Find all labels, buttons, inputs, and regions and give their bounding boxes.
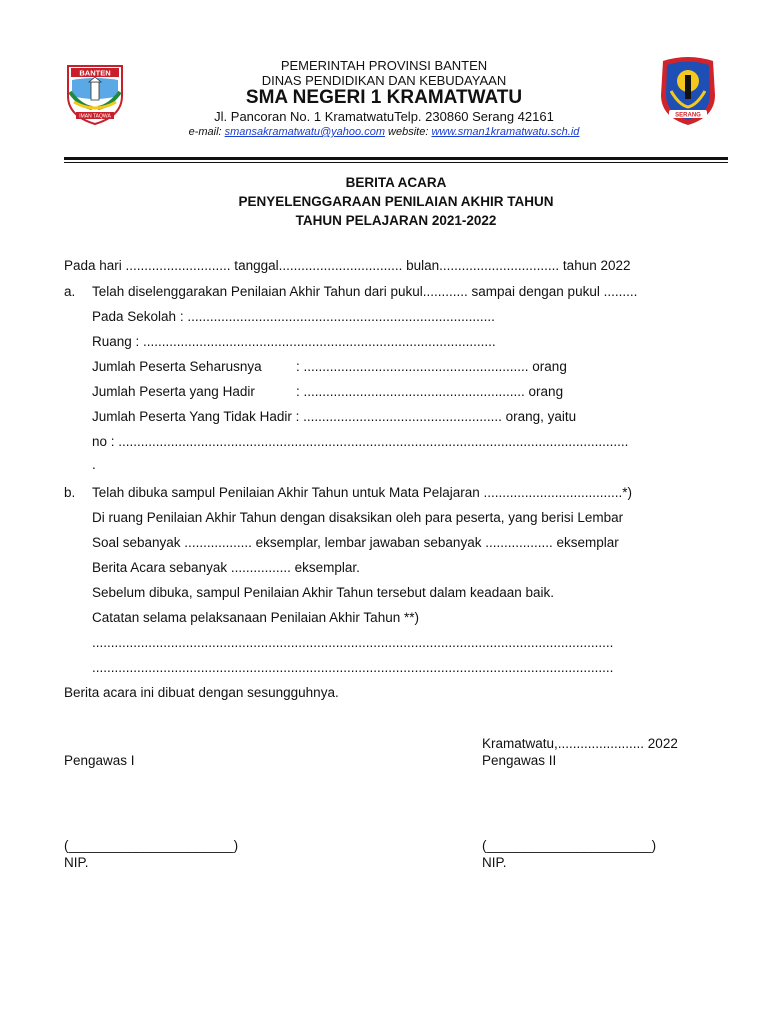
header-address: Jl. Pancoran No. 1 KramatwatuTelp. 230860 Serang 42161 [214, 109, 554, 124]
supervisor-1-role: Pengawas I [64, 753, 135, 768]
section-a-line1: Telah diselenggarakan Penilaian Akhir Tahun dari pukul............ sampai dengan pukul ......... [92, 284, 638, 299]
document-year: TAHUN PELAJARAN 2021-2022 [295, 213, 497, 228]
notes-dotted-line-1: ........................................................................................................................................... [92, 635, 614, 650]
supervisor-2-nip: NIP. [482, 855, 507, 870]
section-b-line5: Sebelum dibuka, sampul Penilaian Akhir Tahun tersebut dalam keadaan baik. [92, 585, 555, 600]
section-a-present-label: Jumlah Peserta yang Hadir [92, 384, 255, 399]
supervisor-2-role: Pengawas II [482, 753, 557, 768]
website-label: website: [388, 126, 429, 138]
intro-line: Pada hari ............................ tanggal................................. bulan................................ tahun 2022 [64, 258, 631, 273]
section-a-expected-value: : ............................................................ orang [296, 359, 567, 374]
section-b-marker: b. [64, 485, 76, 500]
logo-right-label: SERANG [675, 112, 701, 119]
section-a-dot: . [92, 457, 96, 472]
section-b-line6: Catatan selama pelaksanaan Penilaian Akhir Tahun **) [92, 610, 419, 625]
header-agency: DINAS PENDIDIKAN DAN KEBUDAYAAN [261, 73, 507, 88]
email-link[interactable]: smansakramatwatu@yahoo.com [224, 126, 385, 138]
logo-left-motto: IMAN TAQWA [79, 113, 111, 120]
closing-statement: Berita acara ini dibuat dengan sesungguhnya. [64, 685, 339, 700]
notes-dotted-line-2: ........................................................................................................................................... [92, 660, 614, 675]
section-a-room: Ruang : .............................................................................................. [92, 334, 496, 349]
header-province: PEMERINTAH PROVINSI BANTEN [280, 58, 488, 73]
document-title: BERITA ACARA [345, 175, 447, 190]
place-date: Kramatwatu,....................... 2022 [482, 736, 678, 751]
section-a-marker: a. [64, 284, 76, 299]
section-a-expected-label: Jumlah Peserta Seharusnya [92, 359, 262, 374]
supervisor-2-name-line: (______________________) [482, 838, 657, 853]
header-divider-thick [64, 157, 728, 160]
header-contact [0, 126, 768, 138]
section-a-numbers: no : ........................................................................................................................................ [92, 434, 629, 449]
website-link[interactable]: www.sman1kramatwatu.sch.id [431, 126, 580, 138]
email-label: e-mail: [188, 126, 222, 138]
section-a-absent: Jumlah Peserta Yang Tidak Hadir : ..................................................... orang, yaitu [92, 409, 577, 424]
section-b-line1: Telah dibuka sampul Penilaian Akhir Tahun untuk Mata Pelajaran .....................................*) [92, 485, 633, 500]
supervisor-1-name-line: (______________________) [64, 838, 239, 853]
section-b-line4: Berita Acara sebanyak ................ eksemplar. [92, 560, 360, 575]
logo-left-label: BANTEN [79, 68, 111, 78]
header-school-name: SMA NEGERI 1 KRAMATWATU [245, 87, 523, 108]
section-b-line2: Di ruang Penilaian Akhir Tahun dengan disaksikan oleh para peserta, yang berisi Lembar [92, 510, 624, 525]
supervisor-1-nip: NIP. [64, 855, 89, 870]
header-divider-thin [64, 162, 728, 163]
section-a-present-value: : ........................................................... orang [296, 384, 564, 399]
section-a-school: Pada Sekolah : .................................................................................. [92, 309, 495, 324]
section-b-line3: Soal sebanyak .................. eksemplar, lembar jawaban sebanyak .................. eksemplar [92, 535, 619, 550]
document-subtitle: PENYELENGGARAAN PENILAIAN AKHIR TAHUN [238, 194, 554, 209]
